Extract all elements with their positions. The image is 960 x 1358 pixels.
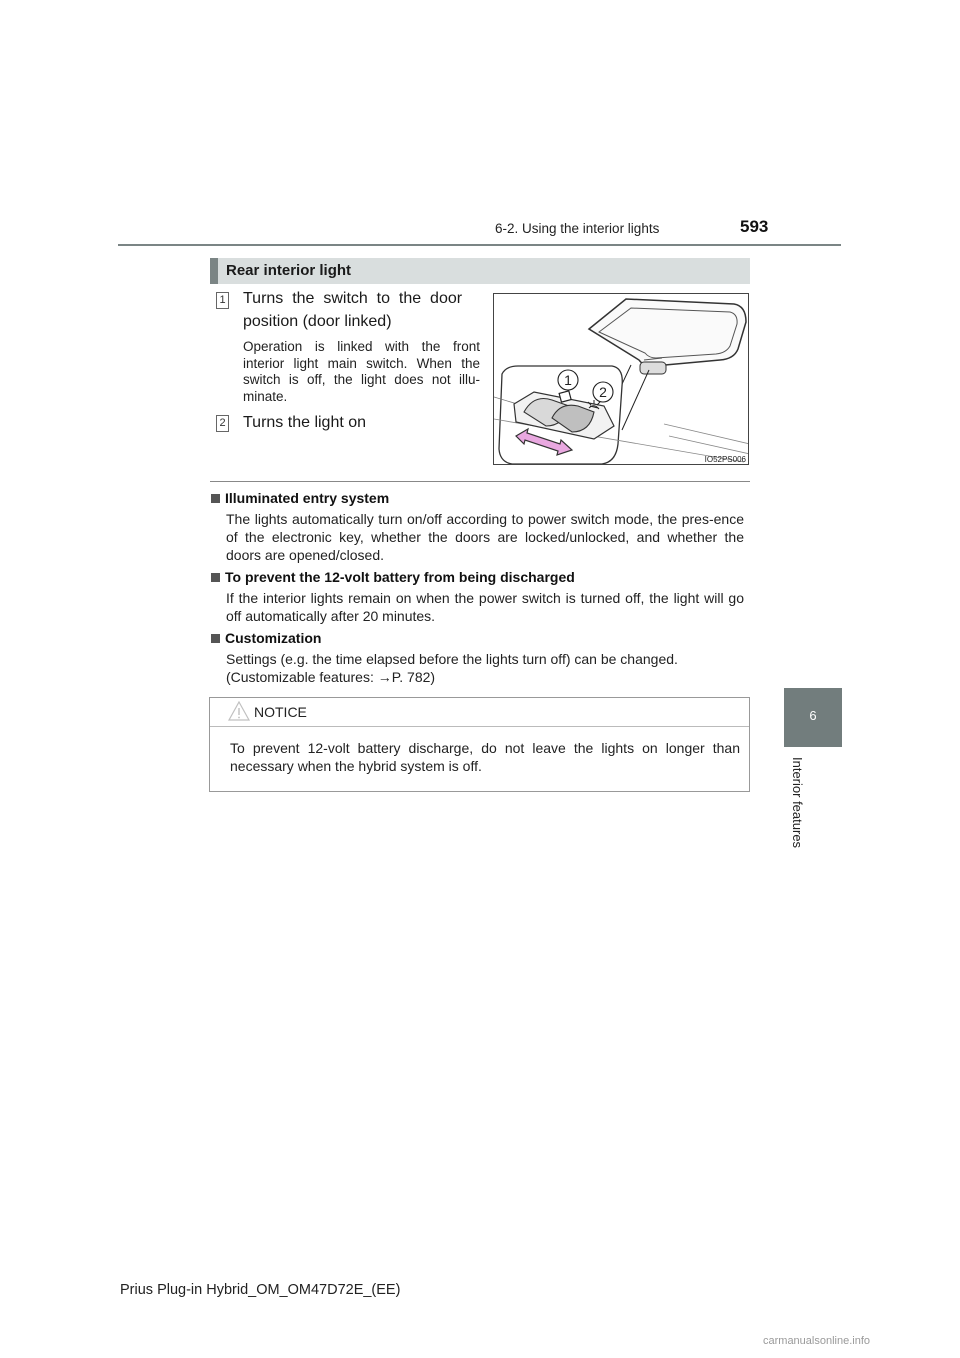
item-number-badge: 2 <box>216 415 229 432</box>
callout-2-label: 2 <box>599 384 607 400</box>
section-heading <box>210 258 750 284</box>
watermark: carmanualsonline.info <box>763 1335 871 1347</box>
figure-code: IO52PS006 <box>704 455 746 464</box>
item-title-line: position (door linked) <box>243 313 392 330</box>
bullet-square-icon <box>211 494 220 503</box>
document-footer: Prius Plug-in Hybrid_OM_OM47D72E_(EE) <box>120 1282 401 1298</box>
page-number: 593 <box>740 217 769 236</box>
bullet-square-icon <box>211 634 220 643</box>
note-heading-text: To prevent the 12-volt battery from being discharged <box>225 569 575 585</box>
note-body <box>226 650 744 686</box>
note-heading-text: Customization <box>225 630 322 646</box>
note-body-line: (Customizable features: →P. 782) <box>226 669 436 685</box>
bullet-square-icon <box>211 573 220 582</box>
notice-label: NOTICE <box>254 704 307 720</box>
item-description: Operation is linked with the front interior light main switch. When the switch is off, the light does not illu-minate. <box>243 339 480 404</box>
section-heading-text: Rear interior light <box>226 262 352 279</box>
chapter-title: Interior features <box>790 757 805 849</box>
item-title: Turns the light on <box>243 414 367 431</box>
item-title-line: Turns the switch to the door <box>243 290 463 307</box>
note-body: The lights automatically turn on/off according to power switch mode, the pres-ence of the electronic key, whether the doors are locked/unlocked, and whether the doors are opened/closed. <box>226 511 744 563</box>
leader-line <box>622 370 649 430</box>
note-body: If the interior lights remain on when the power switch is turned off, the light will go off automatically after 20 minutes. <box>226 590 744 624</box>
header-rule <box>118 244 841 246</box>
door-icon <box>559 391 571 402</box>
rear-light-illustration <box>493 293 749 465</box>
note-heading-text: Illuminated entry system <box>225 490 390 506</box>
note-body-line: Settings (e.g. the time elapsed before the lights turn off) can be changed. <box>226 651 678 667</box>
section-title: 6-2. Using the interior lights <box>495 221 660 236</box>
note-heading <box>211 569 575 585</box>
note-heading <box>211 630 321 646</box>
chapter-number: 6 <box>809 708 817 723</box>
lamp-switch-small <box>640 362 666 374</box>
notice-text: To prevent 12-volt battery discharge, do not leave the lights on longer than necessary when the hybrid system is off. <box>230 740 740 774</box>
section-divider <box>210 481 750 482</box>
light-switch-drawing <box>494 294 749 465</box>
notice-box <box>209 697 750 792</box>
callout-1-label: 1 <box>564 372 572 388</box>
notice-header <box>210 698 749 727</box>
item-number-badge: 1 <box>216 292 229 309</box>
note-heading <box>211 490 389 506</box>
item-title <box>243 287 462 333</box>
warning-triangle-icon <box>228 701 250 721</box>
